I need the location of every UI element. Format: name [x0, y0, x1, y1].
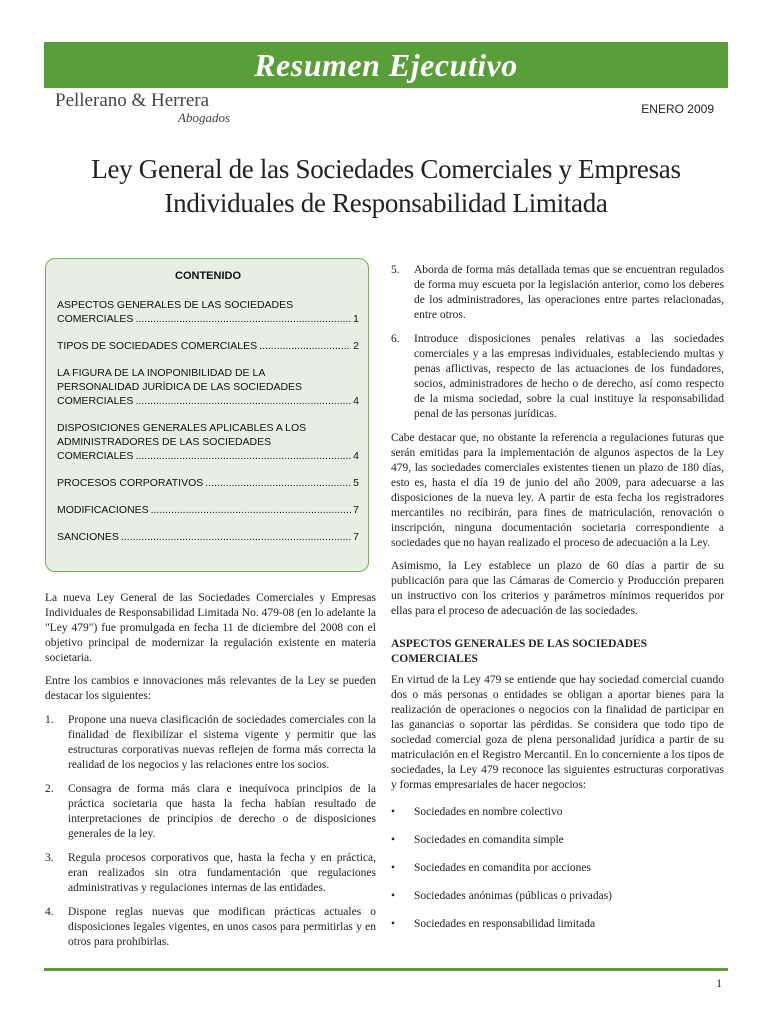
- toc-item-last-line: [57, 394, 359, 408]
- toc-item-label: TIPOS DE SOCIEDADES COMERCIALES: [57, 340, 258, 352]
- toc-item: [57, 476, 359, 490]
- paragraph-camaras: Asimismo, la Ley establece un plazo de 60 días a partir de su publicación para que las Cámaras de Comercio y Producción preparen un instructivo con los criterios y parámetros mínimos requeridos por ellas para el proceso de adecuación de las sociedades.: [391, 560, 724, 617]
- toc-item: [57, 298, 359, 326]
- item-text: Dispone reglas nuevas que modifican prácticas actuales o disposiciones legales vigentes, en unos casos para permitirlas y en otros para prohibirlas.: [68, 906, 376, 948]
- bullet-icon: •: [391, 918, 396, 930]
- toc-page-number: 7: [353, 531, 359, 543]
- toc-item-label: COMERCIALES: [57, 395, 134, 407]
- toc-leader-dots: [151, 503, 352, 517]
- toc-item-last-line: [57, 312, 359, 326]
- toc-item-line: PERSONALIDAD JURÍDICA DE LAS SOCIEDADES: [57, 381, 303, 393]
- right-column: [391, 263, 724, 945]
- toc-item-label: SANCIONES: [57, 531, 119, 543]
- page-number: 1: [716, 978, 722, 990]
- toc-header: CONTENIDO: [175, 270, 241, 282]
- toc-page-number: 4: [353, 395, 359, 407]
- left-column: [45, 591, 376, 959]
- title-line-2: Individuales de Responsabilidad Limitada: [164, 188, 608, 218]
- toc-item-label: PROCESOS CORPORATIVOS: [57, 477, 204, 489]
- toc-page-number: 7: [353, 504, 359, 516]
- bullet-icon: •: [391, 834, 396, 846]
- document-title: [44, 152, 728, 220]
- list-item-text: Sociedades en responsabilidad limitada: [414, 918, 596, 930]
- toc-item-line: DISPOSICIONES GENERALES APLICABLES A LOS: [57, 422, 307, 434]
- item-number: 5.: [391, 264, 400, 276]
- bullet-icon: •: [391, 862, 396, 874]
- toc-item: [57, 503, 359, 517]
- toc-item-last-line: [57, 503, 359, 517]
- list-item: [391, 861, 724, 876]
- numbered-item: [45, 713, 376, 773]
- list-item: [391, 889, 724, 904]
- numbered-item: [45, 851, 376, 896]
- bottom-divider: [44, 968, 728, 971]
- toc-leader-dots: [135, 312, 351, 326]
- lead-paragraph: Entre los cambios e innovaciones más relevantes de la Ley se pueden destacar los siguientes:: [45, 675, 376, 702]
- section-title: ASPECTOS GENERALES DE LAS SOCIEDADES COMERCIALES: [391, 638, 648, 665]
- numbered-item: [391, 263, 724, 323]
- toc-page-number: 4: [353, 450, 359, 462]
- toc-item: [57, 530, 359, 544]
- item-number: 1.: [45, 714, 54, 726]
- toc-leader-dots: [259, 339, 351, 353]
- paragraph-plazo: Cabe destacar que, no obstante la referencia a regulaciones futuras que serán emitidas para la implementación de algunos aspectos de la Ley 479, las sociedades comerciales existentes tienen un plazo de 180 días, esto es, hasta el día 19 de junio del año 2009, para adecuarse a las disposiciones de la nueva ley. A partir de esta fecha los registradores mercantiles no recibirán, para fines de matriculación, renovación o inscripción, ninguna documentación societaria correspondiente a sociedades que no hayan realizado el proceso de adecuación a la Ley.: [391, 432, 724, 549]
- bullet-icon: •: [391, 806, 396, 818]
- toc-item-last-line: [57, 449, 359, 463]
- toc-item-last-line: [57, 476, 359, 490]
- table-of-contents: [45, 258, 369, 572]
- bullet-icon: •: [391, 890, 396, 902]
- intro-paragraph: La nueva Ley General de las Sociedades Comerciales y Empresas Individuales de Responsabilidad Limitada No. 479-08 (en lo adelante la "Ley 479") fue promulgada en fecha 11 de diciembre del 2008 con el objetivo principal de modernizar la regulación existente en materia societaria.: [45, 592, 376, 664]
- list-item: [391, 805, 724, 820]
- toc-item-label: COMERCIALES: [57, 313, 134, 325]
- title-line-1: Ley General de las Sociedades Comerciales y Empresas: [91, 154, 681, 184]
- firm-subtitle: Abogados: [178, 110, 230, 125]
- item-text: Consagra de forma más clara e inequívoca principios de la práctica societaria que hasta la fecha habían resultado de interpretaciones de principios de derecho o de disposiciones generales de la ley.: [68, 783, 376, 840]
- toc-item-last-line: [57, 530, 359, 544]
- firm-name: Pellerano & Herrera: [55, 90, 210, 111]
- toc-leader-dots: [205, 476, 351, 490]
- numbered-item: [45, 782, 376, 842]
- list-item-text: Sociedades en nombre colectivo: [414, 806, 563, 818]
- toc-page-number: 1: [353, 313, 359, 325]
- item-number: 4.: [45, 906, 54, 918]
- toc-item: [57, 366, 359, 408]
- toc-item-line: ADMINISTRADORES DE LAS SOCIEDADES: [57, 436, 272, 448]
- toc-item: [57, 421, 359, 463]
- item-number: 2.: [45, 783, 54, 795]
- firm-logo: [55, 91, 230, 125]
- issue-date: ENERO 2009: [641, 102, 714, 116]
- banner-title: Resumen Ejecutivo: [44, 42, 728, 88]
- toc-item: [57, 339, 359, 353]
- item-number: 3.: [45, 852, 54, 864]
- toc-item-label: MODIFICACIONES: [57, 504, 149, 516]
- list-item-text: Sociedades en comandita simple: [414, 834, 564, 846]
- toc-item-line: LA FIGURA DE LA INOPONIBILIDAD DE LA: [57, 367, 266, 379]
- toc-leader-dots: [135, 449, 351, 463]
- toc-item-line: ASPECTOS GENERALES DE LAS SOCIEDADES: [57, 299, 294, 311]
- numbered-item: [391, 332, 724, 422]
- list-item-text: Sociedades en comandita por acciones: [414, 862, 591, 874]
- item-text: Propone una nueva clasificación de sociedades comerciales con la finalidad de flexibilizar el sistema vigente y permitir que las estructuras corporativas nuevas reflejen de forma más correcta la realidad de los negocios y las relaciones entre los socios.: [68, 714, 376, 771]
- item-number: 6.: [391, 333, 400, 345]
- item-text: Introduce disposiciones penales relativas a las sociedades comerciales y a las empresas individuales, estableciendo multas y penas aflictivas, respecto de las actuaciones de los fundadores, socios, administradores de hecho o de derecho, así como respecto de la misma sociedad, sobre la cual instituye la responsabilidad penal de las personas jurídicas.: [414, 333, 724, 420]
- item-text: Regula procesos corporativos que, hasta la fecha y en práctica, eran realizados sin otra fundamentación que regulaciones administrativas y regulaciones internas de las entidades.: [68, 852, 376, 894]
- toc-leader-dots: [121, 530, 351, 544]
- list-item: [391, 917, 724, 932]
- toc-page-number: 2: [353, 340, 359, 352]
- toc-item-last-line: [57, 339, 359, 353]
- numbered-item: [45, 905, 376, 950]
- toc-page-number: 5: [353, 477, 359, 489]
- item-text: Aborda de forma más detallada temas que se encuentran regulados de forma muy escueta por la legislación anterior, como los deberes de los administradores, las operaciones entre partes relacionadas, entre otros.: [414, 264, 724, 321]
- paragraph-definicion: En virtud de la Ley 479 se entiende que hay sociedad comercial cuando dos o más personas o entidades se obligan a aportar bienes para la realización de operaciones o negocios con la finalidad de participar en las ganancias o soportar las pérdidas. Se considera que todo tipo de sociedad comercial goza de plena personalidad jurídica a partir de su matriculación en el Registro Mercantil. En lo concerniente a los tipos de sociedades, la Ley 479 reconoce las siguientes estructuras corporativas y formas empresariales de hacer negocios:: [391, 674, 724, 791]
- list-item: [391, 833, 724, 848]
- toc-item-label: COMERCIALES: [57, 450, 134, 462]
- toc-leader-dots: [135, 394, 351, 408]
- list-item-text: Sociedades anónimas (públicas o privadas): [414, 890, 612, 902]
